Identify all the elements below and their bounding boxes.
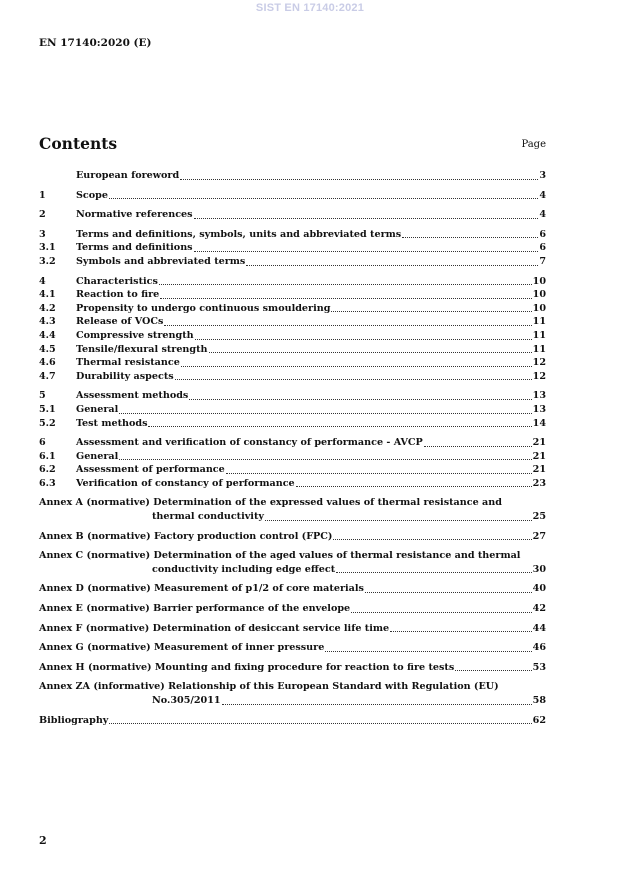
toc-annex-entry[interactable] (39, 602, 546, 616)
contents-heading: Contents (39, 134, 118, 153)
toc-entry-page: 30 (532, 563, 546, 575)
bibliography-title: Bibliography (39, 714, 109, 726)
toc-entry[interactable]: 4.2 Propensity to undergo continuous smouldering 10 (39, 302, 546, 314)
toc-entry-page: 21 (532, 437, 546, 449)
toc-entry-title: General (76, 403, 119, 415)
document-id: EN 17140:2020 (E) (39, 37, 152, 49)
annex-title: Annex F (normative) Determination of desiccant service life time (39, 622, 390, 634)
toc-entry-title: Terms and definitions (76, 242, 193, 254)
toc-entry-page: 12 (532, 357, 546, 369)
toc-entry-title: Release of VOCs (76, 316, 164, 328)
watermark: SIST EN 17140:2021 (255, 2, 365, 14)
annex-title-line2: No.305/2011 (152, 695, 221, 706)
toc-entry-page: 4 (539, 189, 546, 201)
toc-entry[interactable]: 6.1 General 21 (39, 450, 546, 462)
toc-entry[interactable]: 4.1 Reaction to fire 10 (39, 289, 546, 301)
toc-annex-entry[interactable] (39, 641, 546, 655)
toc-entry-page: 44 (532, 622, 546, 634)
annex-title: Annex E (normative) Barrier performance of the envelope (39, 603, 351, 615)
toc-entry[interactable]: 6.3 Verification of constancy of performance 23 (39, 477, 546, 489)
toc-entry[interactable]: 4 Characteristics 10 (39, 275, 546, 287)
annex-title-line1: Annex C (normative) Determination of the aged values of thermal resistance and thermal (39, 550, 521, 562)
toc-entry-page: 4 (539, 209, 546, 221)
toc-entry[interactable]: 5.1 General 13 (39, 403, 546, 415)
toc-entry-page: 6 (539, 242, 546, 254)
toc-entry-page: 10 (532, 302, 546, 314)
toc-entry-page: 62 (532, 714, 546, 726)
toc-annex-entry[interactable] (39, 549, 546, 576)
toc-entry-title: Test methods (76, 417, 148, 429)
annex-title: Annex B (normative) Factory production control (FPC) (39, 530, 333, 542)
toc-entry-title: Verification of constancy of performance (76, 477, 295, 489)
toc-entry-title: European foreword (76, 170, 180, 181)
toc-entry-title: Compressive strength (76, 329, 194, 341)
annex-title: Annex G (normative) Measurement of inner pressure (39, 642, 325, 654)
toc-entry-title: Scope (76, 189, 108, 201)
toc-entry-page: 7 (539, 255, 546, 267)
annex-title: Annex D (normative) Measurement of p1/2 of core materials (39, 583, 364, 595)
toc-entry-page: 3 (539, 170, 546, 181)
toc-entry-page: 25 (532, 511, 546, 523)
toc-entry-page: 23 (532, 477, 546, 489)
page-column-label: Page (521, 139, 546, 150)
toc-entry[interactable]: 4.6 Thermal resistance 12 (39, 357, 546, 369)
annex-title-line2: conductivity including edge effect (152, 563, 336, 575)
toc-entry-title: Propensity to undergo continuous smouldering (76, 302, 331, 314)
toc-entry-page: 27 (532, 530, 546, 542)
toc-annex-entry[interactable] (39, 530, 546, 544)
toc-entry[interactable]: 2 Normative references 4 (39, 209, 546, 221)
annex-title: Annex H (normative) Mounting and fixing procedure for reaction to fire tests (39, 661, 455, 673)
toc-entry-page: 42 (532, 603, 546, 615)
toc-entry-page: 21 (532, 464, 546, 476)
toc-entry-page: 10 (532, 275, 546, 287)
toc-entry-title: Assessment methods (76, 390, 189, 402)
toc-annex-entry[interactable] (39, 622, 546, 636)
toc-annex-entry[interactable] (39, 496, 546, 523)
toc-annex-entry[interactable] (39, 680, 546, 707)
toc-entry[interactable]: 3.2 Symbols and abbreviated terms 7 (39, 255, 546, 267)
toc-entry-page: 58 (532, 695, 546, 706)
toc-entry-title: Symbols and abbreviated terms (76, 255, 246, 267)
toc-entry-title: Thermal resistance (76, 357, 180, 369)
toc-entry[interactable]: 6.2 Assessment of performance 21 (39, 464, 546, 476)
toc-entry-page: 11 (532, 343, 546, 355)
toc-entry[interactable]: 5 Assessment methods 13 (39, 390, 546, 402)
toc-entry-title: Characteristics (76, 275, 158, 287)
toc-entry-title: Assessment of performance (76, 464, 225, 476)
annex-title-line2: thermal conductivity (152, 511, 264, 523)
toc-entry[interactable]: 4.7 Durability aspects 12 (39, 370, 546, 382)
toc-entry-page: 13 (532, 403, 546, 415)
annex-title-line1: Annex A (normative) Determination of the expressed values of thermal resistance and (39, 497, 502, 509)
toc-annex-entry[interactable] (39, 661, 546, 675)
toc-entry[interactable]: 3.1 Terms and definitions 6 (39, 242, 546, 254)
toc-entry[interactable]: 1 Scope 4 (39, 189, 546, 201)
toc-entry[interactable]: 4.3 Release of VOCs 11 (39, 316, 546, 328)
toc-entry-page: 40 (532, 583, 546, 595)
toc-entry[interactable]: 5.2 Test methods 14 (39, 417, 546, 429)
annex-title-line1: Annex ZA (informative) Relationship of this European Standard with Regulation (EU) (39, 681, 499, 693)
toc-entry-title: Normative references (76, 209, 193, 221)
toc-entry[interactable]: 6 Assessment and verification of constancy of performance - AVCP 21 (39, 437, 546, 449)
toc-entry[interactable] (39, 169, 546, 183)
toc-entry-title: General (76, 450, 119, 462)
toc-annex-entry[interactable] (39, 582, 546, 596)
toc-entry[interactable]: 4.5 Tensile/flexural strength 11 (39, 343, 546, 355)
toc-entry-page: 12 (532, 370, 546, 382)
toc-entry-title: Tensile/flexural strength (76, 343, 208, 355)
toc-entry-page: 13 (532, 390, 546, 402)
toc-entry-page: 11 (532, 329, 546, 341)
toc-entry-title: Assessment and verification of constancy of performance - AVCP (76, 437, 423, 449)
toc-entry-page: 46 (532, 642, 546, 654)
toc-entry[interactable]: 3 Terms and definitions, symbols, units and abbreviated terms 6 (39, 228, 546, 240)
toc-entry-page: 11 (532, 316, 546, 328)
toc-entry-page: 53 (532, 661, 546, 673)
toc-entry[interactable]: 4.4 Compressive strength 11 (39, 329, 546, 341)
toc-entry-page: 10 (532, 289, 546, 301)
toc-entry-title: Terms and definitions, symbols, units and abbreviated terms (76, 228, 402, 240)
toc-entry-page: 6 (539, 228, 546, 240)
toc-entry-title: Durability aspects (76, 370, 174, 382)
toc-entry-title: Reaction to fire (76, 289, 160, 301)
table-of-contents (39, 169, 546, 727)
page-number: 2 (39, 834, 47, 847)
toc-entry-page: 21 (532, 450, 546, 462)
toc-annex-entry[interactable] (39, 714, 546, 728)
toc-entry-page: 14 (532, 417, 546, 429)
